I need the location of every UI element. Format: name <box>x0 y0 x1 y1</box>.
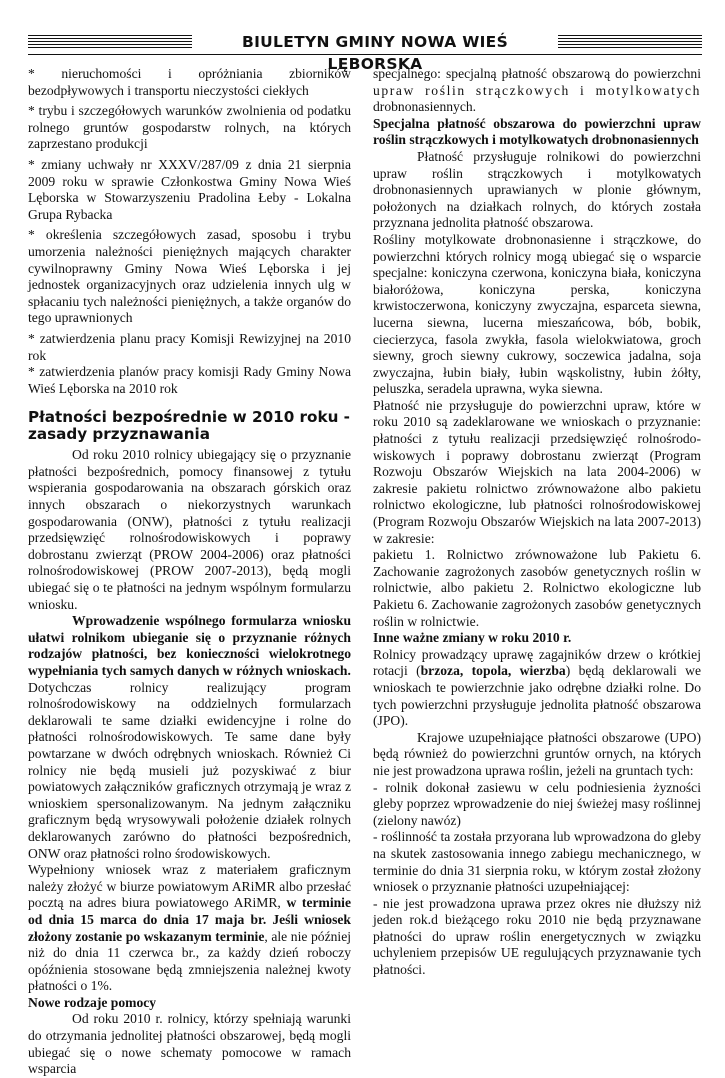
paragraph: Krajowe uzupełniające płatności obszarowe (UPO) będą również do powierzchni gruntów ornych, na których nie jest prowadzona uprawa roślin, jeżeli na gruntach tych: <box>373 729 701 778</box>
bulletin-title: BIULETYN GMINY NOWA WIEŚ LĘBORSKA <box>241 33 509 73</box>
deadline-text-bold: w terminie od dnia 15 marca do dnia 17 maja br. Jeśli wniosek złożony zostanie po wskazanym terminie <box>28 895 351 944</box>
paragraph-text: Rolnicy prowadzący uprawę zagajników drzew o krótkiej rotacji ( <box>373 646 701 679</box>
right-column <box>373 66 701 979</box>
deadline-text-a: Wypełniony wniosek wraz z materiałem graficznym należy złożyć w biurze powiatowym ARiMR albo przesłać pocztą na adres biura powiatowego ARiMR, <box>28 862 351 911</box>
bullet-item: * zmiany uchwały nr XXXV/287/09 z dnia 21 sierpnia 2009 roku w sprawie Członkostwa Gminy Nowa Wieś Lęborska w Stowarzyszeniu Pradolina Łeby - Lokalna Grupa Rybacka <box>28 156 351 222</box>
paragraph: pakietu 1. Rolnictwo zrównoważone lub Pakietu 6. Zachowanie zagrożonych zasobów genetycznych roślin w rolnictwie, albo pakietu 2. Rolnictwo ekologiczne lub Pakietu 6. Zachowanie zagrożonych zasobów genetycznych roślin w rolnictwie. <box>373 547 701 629</box>
tree-species: brzoza, topola, wierzba <box>420 663 566 679</box>
bullet-item: * nieruchomości i opróżniania zbiorników bezodpływowych i transportu nieczystości ciekłych <box>28 66 351 98</box>
paragraph: - nie jest prowadzona uprawa przez okres nie dłuższy niż jeden rok.d bieżącego roku 2010 nie będą przyznawane płatności do upraw roślin energetycznych w związku uchyleniem przepisów UE regulujących przyznawanie tych płatności. <box>373 895 701 978</box>
header-rule <box>28 54 702 55</box>
header-hatch-left <box>28 35 192 49</box>
paragraph-line: drobnonasiennych. <box>373 99 477 115</box>
paragraph <box>373 647 701 730</box>
bullet-item: * określenia szczegółowych zasad, sposobu i trybu umorzenia należności pieniężnych mających charakter cywilnoprawny Gminy Nowa Wieś Lęborska i jej jednostek organizacyjnych oraz udzielenia innych ulg w spłacaniu tych należności pieniężnych, a także organów do tego uprawnionych <box>28 227 351 326</box>
paragraph: Od roku 2010 rolnicy ubiegający się o przyznanie płatności bezpośrednich, pomocy finansowej z tytułu wspierania gospodarowania na obszarach górskich oraz innych obszarach o niekorzystnych warunkach gospodarowania (ONW), płatności z tytułu realizacji przedsięwzięć rolnośrodowiskowych i poprawy dobrostanu zwierząt (PROW 2004-2006) oraz płatności rolnośrodowiskowej (PROW 2007-2013), będą mogli ubiegać się o te płatności na jednym wspólnym formularzu wniosku. <box>28 447 351 612</box>
subheading: Inne ważne zmiany w roku 2010 r. <box>373 630 572 646</box>
paragraph: Dotychczas rolnicy realizujący program rolnośrodowiskowy na oddzielnych formularzach deklarowali te same działki ewidencyjne i rolne do płatności rolnośrodowiskowych. Te same dane były powtarzane w dwóch odrębnych wnioskach. Również Ci rolnicy nie będą musieli już pozyskiwać z biur powiatowych załączników graficznych otrzymają je wraz z wnioskiem spersonalizowanym. Na jednym załączniku graficznym będą wrysowywali położenie działek rolnych deklarowanych zarówno do płatności bezpośrednich, ONW oraz płatności rolno środowiskowych. <box>28 679 351 861</box>
paragraph: Płatność przysługuje rolnikowi do powierzchni upraw roślin strączkowych i motylkowatych drobnonasiennych uprawianych w plonie głównym, położonych na działkach rolnych, do których została przyznana jednolita płatność obszarowa. <box>373 148 701 231</box>
subheading: Specjalna płatność obszarowa do powierzchni upraw roślin strączkowych i motylkowatych drobnonasiennych <box>373 115 701 148</box>
bullet-item: * trybu i szczegółowych warunków zwolnienia od podatku rolnego gruntów gospodarstw rolnych, na których zaprzestano produkcji <box>28 103 351 152</box>
paragraph-line: upraw roślin strączkowych i motylkowatych <box>373 82 701 98</box>
paragraph: Od roku 2010 r. rolnicy, którzy spełniają warunki do otrzymania jednolitej płatności obszarowej, będą mogli ubiegać się o nowe schematy pomocowe w ramach wsparcia <box>28 1011 351 1077</box>
deadline-text-c: , ale nie później niż do dnia 11 czerwca br., za każdy dzień roboczy opóźnienia stosowane będą zmniejszenia należnej kwoty płatności o 1%. <box>28 928 352 994</box>
header-hatch-right <box>558 35 702 49</box>
paragraph: Płatność nie przysługuje do powierzchni upraw, które w roku 2010 są zadeklarowane we wnioskach o przyznanie: płatności z tytułu realizacji przedsięwzięć rolnośrodo-wiskowych i poprawy dobrostanu zwierząt (Program Rozwoju Obszarów Wiejskich na lata 2004-2006) w zakresie pakietu rolnictwo zrównoważone albo pakietu rolnictwo ekologiczne, lub płatności rolnośrodowiskowej (Program Rozwoju Obszarów Wiejskich na lata 2007-2013) w zakresie: <box>373 397 701 546</box>
paragraph: - rolnik dokonał zasiewu w celu podniesienia żyzności gleby poprzez wprowadzenie do niej świeżej masy roślinnej (zielony nawóz) <box>373 779 701 828</box>
paragraph-line: specjalnego: specjalną płatność obszarową do powierzchni <box>373 66 701 81</box>
paragraph-text: ) będą deklarowali we wnioskach te powierzchnie jako odrębne działki rolne. Do tych powierzchni przysługuje jednolita płatność obszarowa (JPO). <box>373 663 702 729</box>
bulletin-header <box>28 31 702 73</box>
paragraph: Rośliny motylkowate drobnonasienne i strączkowe, do powierzchni których rolnicy mogą ubiegać się o wsparcie specjalne: koniczyna czerwona, koniczyna biała, koniczyna białoróżowa, koniczyna perska, koniczyna krwistoczerwona, koniczyny zwyczajna, esparceta siewna, lucerna siewna, lucerna mieszańcowa, bób, bobik, ciecierzyca, fasola zwykła, fasola wielokwiatowa, groch siewny, groch siewny cukrowy, soczewica jadalna, soja zwyczajna, łubin biały, łubin wąskolistny, łubin żółty, peluszka, seradela uprawna, wyka siewna. <box>373 231 701 397</box>
subheading: Nowe rodzaje pomocy <box>28 994 157 1010</box>
section-title: Płatności bezpośrednie w 2010 roku - zasady przyznawania <box>28 408 350 444</box>
paragraph <box>373 66 701 116</box>
bullet-item: * zatwierdzenia planów pracy komisji Rady Gminy Nowa Wieś Lęborska na 2010 rok <box>28 364 351 396</box>
bold-paragraph: Wprowadzenie wspólnego formularza wniosku ułatwi rolnikom ubieganie się o przyznanie różnych rodzajów płatności, bez konieczności wielokrotnego wypełniania tych samych danych w różnych wnioskach. <box>28 613 351 678</box>
left-column <box>28 66 351 1078</box>
bullet-item: * zatwierdzenia planu pracy Komisji Rewizyjnej na 2010 rok <box>28 330 351 363</box>
paragraph: - roślinność ta została przyorana lub wprowadzona do gleby na skutek zastosowania innego zabiegu mechanicznego, w terminie do dnia 31 sierpnia roku, w którym został złożony wniosek o przyznanie płatności uzupełniającej: <box>373 829 701 895</box>
deadline-paragraph <box>28 862 351 995</box>
